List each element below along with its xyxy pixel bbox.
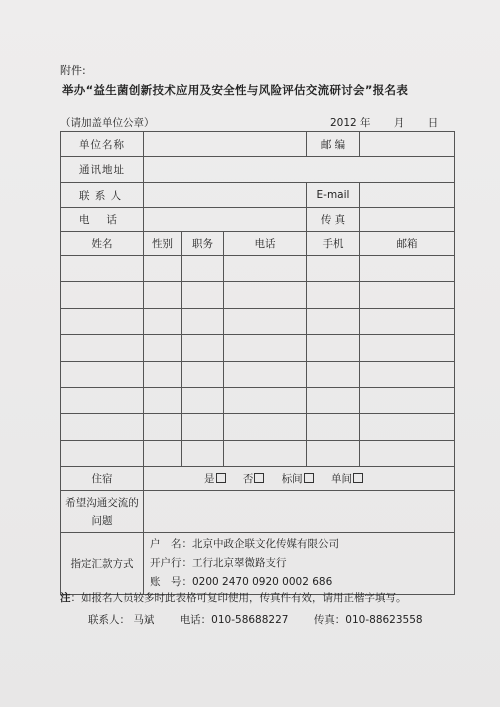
table-row [61, 308, 455, 334]
contact-person-label: 联 系 人 [61, 183, 144, 208]
note-text: ：如报名人员较多时此表格可复印使用，传真件有效，请用正楷字填写。 [70, 592, 407, 604]
attendee-email-cell[interactable] [360, 440, 455, 466]
attendee-phone-cell[interactable] [224, 308, 307, 334]
footer-contact [88, 612, 445, 627]
unit-name-label: 单位名称 [61, 132, 144, 157]
attendee-gender-cell[interactable] [144, 440, 182, 466]
col-header-mobile: 手机 [307, 232, 360, 256]
date-line [330, 115, 444, 130]
attendee-name-cell[interactable] [61, 282, 144, 308]
registration-table [60, 131, 455, 595]
attendee-name-cell[interactable] [61, 414, 144, 440]
lodging-standard-checkbox[interactable] [304, 473, 314, 483]
footer-fax: 传真：010-88623558 [313, 614, 423, 626]
attendee-phone-cell[interactable] [224, 282, 307, 308]
attendee-phone-cell[interactable] [224, 414, 307, 440]
email-field[interactable] [360, 183, 455, 208]
date-month: 月 [393, 117, 405, 129]
fax-field[interactable] [360, 208, 455, 232]
topics-field[interactable] [144, 491, 455, 533]
unit-name-field[interactable] [144, 132, 307, 157]
attendee-mobile-cell[interactable] [307, 440, 360, 466]
col-header-email: 邮箱 [360, 232, 455, 256]
attendee-gender-cell[interactable] [144, 387, 182, 413]
col-header-name: 姓名 [61, 232, 144, 256]
lodging-single-checkbox[interactable] [353, 473, 363, 483]
bank-account-name: 户 名：北京中政企联文化传媒有限公司 [150, 538, 339, 551]
attendee-mobile-cell[interactable] [307, 335, 360, 361]
attendee-name-cell[interactable] [61, 256, 144, 282]
attendee-mobile-cell[interactable] [307, 414, 360, 440]
attendee-gender-cell[interactable] [144, 256, 182, 282]
attendee-name-cell[interactable] [61, 335, 144, 361]
attendee-phone-cell[interactable] [224, 387, 307, 413]
attendee-mobile-cell[interactable] [307, 282, 360, 308]
row-address [61, 157, 455, 183]
attendee-mobile-cell[interactable] [307, 361, 360, 387]
bank-details [144, 533, 455, 595]
attendee-email-cell[interactable] [360, 335, 455, 361]
bank-label: 指定汇款方式 [61, 533, 144, 595]
attendee-email-cell[interactable] [360, 361, 455, 387]
footer-note [60, 590, 407, 605]
col-header-phone: 电话 [224, 232, 307, 256]
attendee-email-cell[interactable] [360, 387, 455, 413]
topics-label: 希望沟通交流的问题 [61, 491, 144, 533]
row-unit [61, 132, 455, 157]
lodging-single-label: 单间 [331, 473, 353, 486]
attendee-mobile-cell[interactable] [307, 308, 360, 334]
table-row [61, 335, 455, 361]
attendee-phone-cell[interactable] [224, 440, 307, 466]
attendee-gender-cell[interactable] [144, 361, 182, 387]
attendee-title-cell[interactable] [182, 440, 224, 466]
table-row [61, 361, 455, 387]
attendee-gender-cell[interactable] [144, 308, 182, 334]
email-label: E-mail [307, 183, 360, 208]
attendee-title-cell[interactable] [182, 256, 224, 282]
attendee-header-row [61, 232, 455, 256]
contact-person-field[interactable] [144, 183, 307, 208]
annex-label: 附件: [60, 64, 86, 77]
table-row [61, 440, 455, 466]
attendee-name-cell[interactable] [61, 308, 144, 334]
attendee-title-cell[interactable] [182, 282, 224, 308]
footer-tel: 电话：010-58688227 [179, 614, 289, 626]
form-title: 举办“益生菌创新技术应用及安全性与风险评估交流研讨会”报名表 [62, 83, 409, 97]
attendee-phone-cell[interactable] [224, 335, 307, 361]
row-bank [61, 533, 455, 595]
attendee-gender-cell[interactable] [144, 282, 182, 308]
phone-label: 电 话 [61, 208, 144, 232]
attendee-mobile-cell[interactable] [307, 256, 360, 282]
attendee-title-cell[interactable] [182, 414, 224, 440]
attendee-phone-cell[interactable] [224, 256, 307, 282]
attendee-name-cell[interactable] [61, 387, 144, 413]
table-row [61, 414, 455, 440]
col-header-title: 职务 [182, 232, 224, 256]
attendee-name-cell[interactable] [61, 440, 144, 466]
bank-account-number: 账 号：0200 2470 0920 0002 686 [150, 576, 333, 589]
col-header-gender: 性别 [144, 232, 182, 256]
attendee-email-cell[interactable] [360, 256, 455, 282]
table-row [61, 256, 455, 282]
attendee-email-cell[interactable] [360, 282, 455, 308]
fax-label: 传 真 [307, 208, 360, 232]
attendee-email-cell[interactable] [360, 414, 455, 440]
attendee-title-cell[interactable] [182, 335, 224, 361]
lodging-no-label: 否 [242, 473, 254, 486]
lodging-no-checkbox[interactable] [254, 473, 264, 483]
lodging-options [144, 467, 455, 491]
lodging-label: 住宿 [61, 467, 144, 491]
bank-name: 开户行：工行北京翠微路支行 [150, 557, 287, 570]
attendee-name-cell[interactable] [61, 361, 144, 387]
attendee-gender-cell[interactable] [144, 335, 182, 361]
address-field[interactable] [144, 157, 455, 183]
attendee-gender-cell[interactable] [144, 414, 182, 440]
date-year: 2012 年 [330, 117, 371, 129]
attendee-email-cell[interactable] [360, 308, 455, 334]
row-contact [61, 183, 455, 208]
attendee-title-cell[interactable] [182, 308, 224, 334]
attendee-title-cell[interactable] [182, 387, 224, 413]
lodging-yes-checkbox[interactable] [216, 473, 226, 483]
attendee-mobile-cell[interactable] [307, 387, 360, 413]
lodging-yes-label: 是 [204, 473, 215, 486]
note-prefix: 注 [60, 592, 71, 604]
table-row [61, 387, 455, 413]
footer-contact-person: 联系人： 马斌 [88, 614, 155, 626]
attendee-title-cell[interactable] [182, 361, 224, 387]
address-label: 通讯地址 [61, 157, 144, 183]
date-day: 日 [427, 117, 439, 129]
stamp-note: （请加盖单位公章） [60, 117, 155, 129]
row-phone [61, 208, 455, 232]
attendee-rows [61, 256, 455, 467]
row-lodging [61, 467, 455, 491]
postcode-field[interactable] [360, 132, 455, 157]
lodging-standard-label: 标间 [281, 473, 303, 486]
postcode-label: 邮 编 [307, 132, 360, 157]
row-topics [61, 491, 455, 533]
table-row [61, 282, 455, 308]
phone-field[interactable] [144, 208, 307, 232]
attendee-phone-cell[interactable] [224, 361, 307, 387]
